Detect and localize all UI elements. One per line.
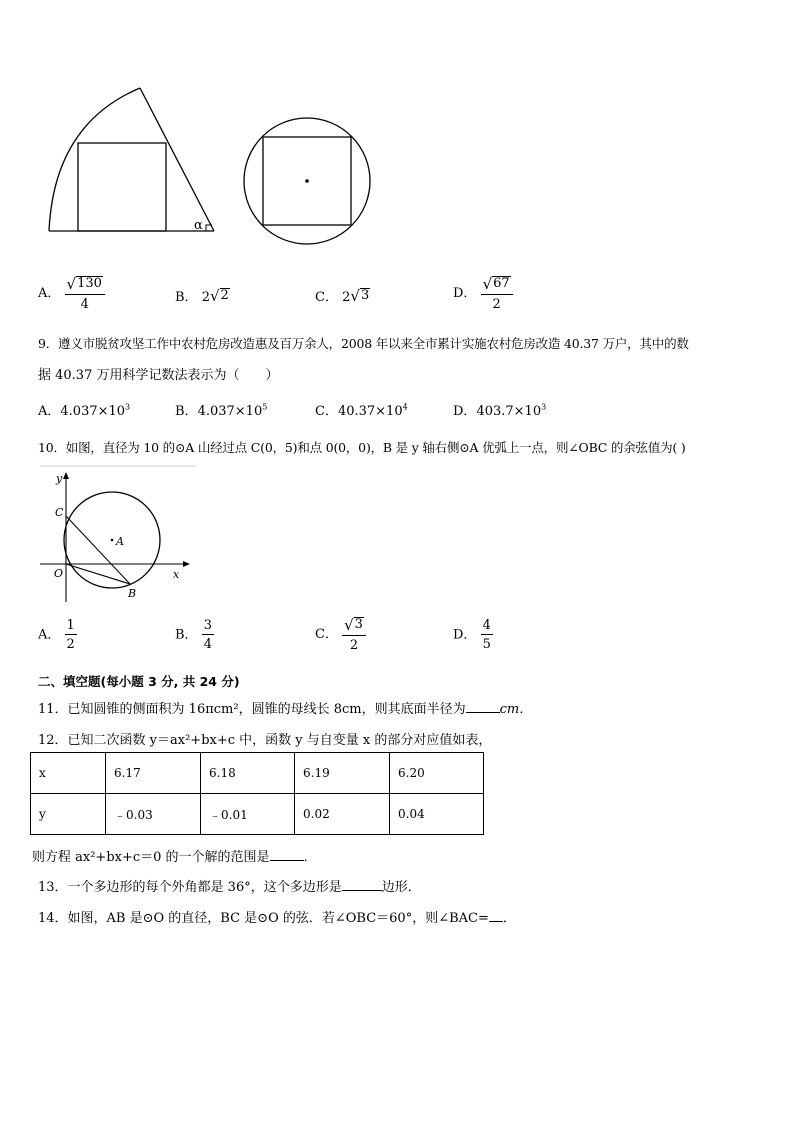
table-cell: 0.02 bbox=[295, 794, 390, 835]
q9-text-line2: 据 40.37 万用科学记数法表示为（ ） bbox=[38, 368, 279, 383]
y-axis-arrow bbox=[63, 472, 69, 479]
table-cell: y bbox=[31, 794, 106, 835]
label-o: O bbox=[54, 567, 64, 580]
table-cell: 6.18 bbox=[201, 753, 295, 794]
q14: 14．如图，AB 是⊙O 的直径，BC 是⊙O 的弦．若∠OBC＝60°，则∠BAC= ． bbox=[38, 911, 516, 926]
alpha-label: α bbox=[194, 218, 203, 233]
q10-option-c[interactable]: C． √ 3 2 bbox=[315, 617, 366, 652]
label-x: x bbox=[173, 568, 180, 581]
inscribed-square bbox=[78, 143, 166, 231]
q13-answer-blank[interactable] bbox=[342, 878, 382, 891]
point-a-dot bbox=[111, 539, 114, 542]
q8-option-a[interactable]: A． √ 130 4 bbox=[38, 276, 105, 311]
q13: 13．一个多边形的每个外角都是 36°，这个多边形是 边形． bbox=[38, 880, 421, 895]
label-y: y bbox=[56, 472, 63, 485]
q9-option-c[interactable]: C．$40.37\times 10^4$ bbox=[315, 402, 408, 419]
q9-text-line1: 9．遵义市脱贫攻坚工作中农村危房改造惠及百万余人，2008 年以来全市累计实施农村危房改造 40.37 万户，其中的数 bbox=[38, 336, 689, 351]
q12-after: 则方程 ax²+bx+c＝0 的一个解的范围是 ． bbox=[32, 850, 317, 865]
q10-option-a[interactable]: A． $\frac{1}{2}$ bbox=[38, 618, 75, 652]
frac-d: √ 67 2 bbox=[481, 276, 513, 311]
q8-option-b[interactable]: B． 2 √ 2 bbox=[175, 287, 229, 305]
label-a: A bbox=[116, 535, 124, 548]
q9-option-d[interactable]: D．$403.7\times 10^3$ bbox=[453, 402, 547, 419]
center-dot bbox=[305, 179, 309, 183]
q10-option-d[interactable]: D． $\frac{4}{5}$ bbox=[453, 618, 491, 652]
q9-option-b[interactable]: B．$4.037\times 10^5$ bbox=[175, 402, 268, 419]
q14-answer-blank[interactable] bbox=[489, 909, 503, 922]
table-cell: ﹣0.01 bbox=[201, 794, 295, 835]
section-heading: 二、填空题(每小题 3 分, 共 24 分) bbox=[38, 674, 240, 689]
q8-option-c[interactable]: C． 2 √ 3 bbox=[315, 287, 370, 305]
q10-text: 10．如图，直径为 10 的⊙A 山经过点 C(0，5)和点 0(0，0)，B 是 y 轴右侧⊙A 优弧上一点，则∠OBC 的余弦值为( ) bbox=[38, 440, 686, 455]
q11: 11．已知圆锥的侧面积为 16πcm²，圆锥的母线长 8cm，则其底面半径为 cm． bbox=[38, 702, 533, 717]
table-cell: 0.04 bbox=[390, 794, 484, 835]
table-cell: 6.19 bbox=[295, 753, 390, 794]
q8-figure-circle bbox=[238, 114, 376, 250]
q8-figure-sector bbox=[44, 84, 220, 236]
label-b: B bbox=[128, 587, 137, 600]
table-row bbox=[31, 753, 484, 794]
sector-arc bbox=[49, 88, 140, 231]
q8-option-d[interactable]: D． √ 67 2 bbox=[453, 276, 513, 311]
table-row bbox=[31, 794, 484, 835]
q9-option-a[interactable]: A．$4.037\times 10^3$ bbox=[38, 402, 131, 419]
sector-edge bbox=[140, 88, 214, 231]
table-cell: 6.20 bbox=[390, 753, 484, 794]
label-c: C bbox=[55, 506, 64, 519]
q12-text: 12．已知二次函数 y＝ax²+bx+c 中，函数 y 与自变量 x 的部分对应值如表， bbox=[38, 733, 492, 748]
table-cell: x bbox=[31, 753, 106, 794]
q12-table bbox=[30, 752, 484, 835]
q12-answer-blank[interactable] bbox=[270, 848, 304, 861]
table-cell: ﹣0.03 bbox=[106, 794, 201, 835]
table-cell: 6.17 bbox=[106, 753, 201, 794]
q11-answer-blank[interactable] bbox=[466, 700, 500, 713]
frac-a: √ 130 4 bbox=[65, 276, 105, 311]
x-axis-arrow bbox=[183, 561, 190, 567]
q10-option-b[interactable]: B． $\frac{3}{4}$ bbox=[175, 618, 212, 652]
q10-figure bbox=[36, 464, 198, 612]
